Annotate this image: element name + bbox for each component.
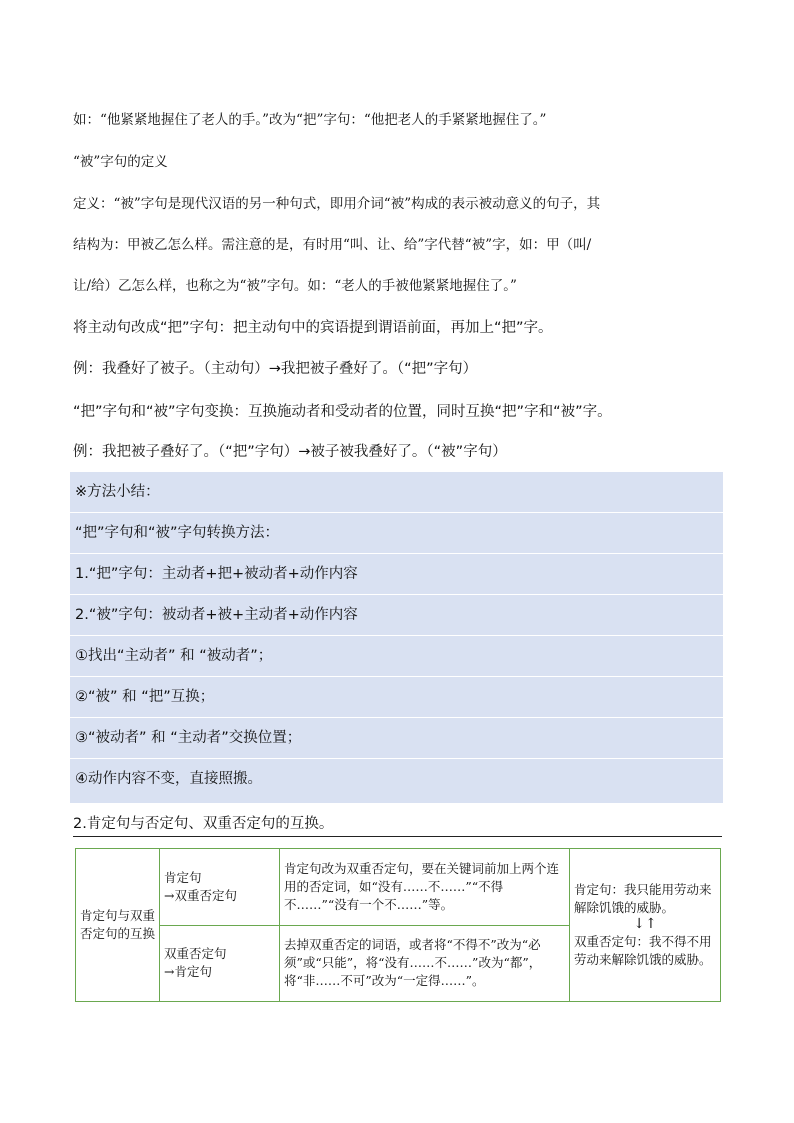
- summary-formula-ba: 1.“把”字句：主动者+把+被动者+动作内容: [70, 554, 723, 595]
- swap-arrows-icon: ↓↑: [633, 916, 657, 933]
- row1-method-cell: 肯定句改为双重否定句，要在关键词前加上两个连用的否定词，如“没有……不……”“不得不……”“没有一个不……”等。: [280, 849, 570, 926]
- rule-active-to-ba: 将主动句改成“把”字句：把主动句中的宾语提到谓语前面，再加上“把”字。: [73, 320, 553, 336]
- example-double-negative: 双重否定句：我不得不用劳动来解除饥饿的威胁。: [574, 933, 712, 967]
- summary-step-4: ④动作内容不变，直接照搬。: [75, 771, 262, 787]
- table-category-cell: 肯定句与双重否定句的互换: [76, 849, 160, 1002]
- summary-step-1: ①找出“主动者” 和 “被动者”；: [70, 636, 723, 677]
- section-2-heading: 2.肯定句与否定句、双重否定句的互换。: [73, 812, 722, 837]
- row2-type-cell: [160, 925, 280, 1002]
- row2-method-cell: 去掉双重否定的词语，或者将“不得不”改为“必须”或“只能”，将“没有……不……”改为“都”，将“非……不可”改为“一定得……”。: [280, 925, 570, 1002]
- example-cell: [570, 849, 721, 1002]
- table-row: [76, 849, 721, 926]
- example-1: 例：我叠好了被子。（主动句）→我把被子叠好了。（“把”字句）: [73, 361, 478, 377]
- summary-step-3: ③“被动者” 和 “主动者”交换位置；: [70, 718, 723, 759]
- bei-definition-line-3: 让/给）乙怎么样，也称之为“被”字句。如：“老人的手被他紧紧地握住了。”: [73, 278, 517, 294]
- summary-subtitle: “把”字句和“被”字句转换方法：: [70, 513, 723, 554]
- row1-type-b: →双重否定句: [164, 887, 237, 903]
- row2-type-a: 双重否定句: [164, 946, 227, 962]
- example-2: 例：我把被子叠好了。（“把”字句）→被子被我叠好了。（“被”字句）: [73, 444, 507, 460]
- bei-definition-line-1: 定义：“被”字句是现代汉语的另一种句式，即用介词“被”构成的表示被动意义的句子，其: [73, 196, 601, 212]
- summary-title: ※方法小结：: [70, 472, 723, 513]
- example-ba-sentence: 如：“他紧紧地握住了老人的手。”改为“把”字句：“他把老人的手紧紧地握住了。”: [73, 112, 547, 128]
- summary-step-2: ②“被” 和 “把”互换；: [70, 677, 723, 718]
- method-summary-box: [70, 472, 723, 803]
- summary-formula-bei: 2.“被”字句：被动者+被+主动者+动作内容: [70, 595, 723, 636]
- rule-swap: “把”字句和“被”字句变换：互换施动者和受动者的位置，同时互换“把”字和“被”字。: [73, 404, 612, 420]
- example-affirmative: 肯定句：我只能用劳动来解除饥饿的威胁。: [574, 882, 712, 916]
- row2-type-b: →肯定句: [164, 964, 212, 980]
- row1-type-a: 肯定句: [164, 869, 202, 885]
- conversion-table: [75, 848, 721, 1002]
- bei-definition-heading: “被”字句的定义: [73, 154, 168, 170]
- row1-type-cell: [160, 849, 280, 926]
- bei-definition-line-2: 结构为：甲被乙怎么样。需注意的是，有时用“叫、让、给”字代替“被”字，如：甲（叫/: [73, 237, 592, 253]
